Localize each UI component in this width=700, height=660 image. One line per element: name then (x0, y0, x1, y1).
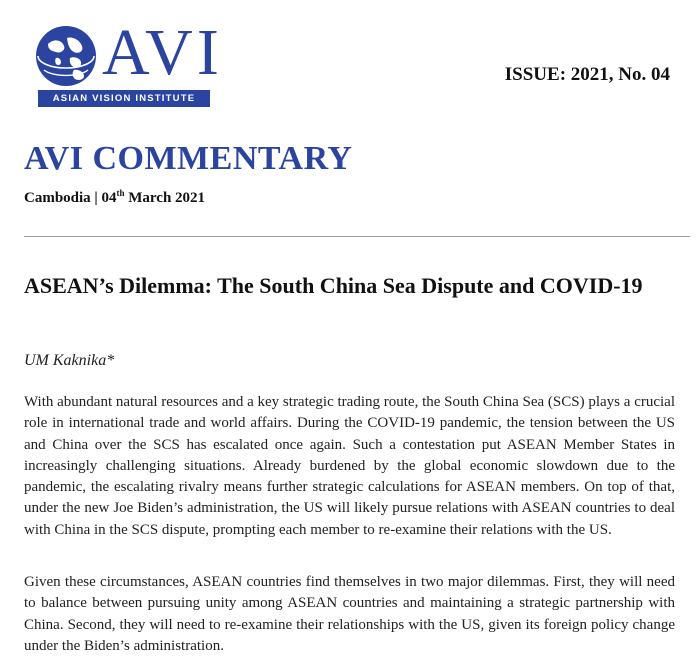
article-paragraph: With abundant natural resources and a key strategic trading route, the South China Sea (SCS) plays a crucial role in international trade and world affairs. During the COVID-19 pandemic, the tension between the US and China over the SCS has escalated once again. Such a contestation put ASEAN Member States in increasingly challenging situations. Already burdened by the global economic slowdown due to the pandemic, the escalating rivalry means further strategic calculations for ASEAN members. On top of that, under the new Joe Biden’s administration, the US will likely pursue relations with ASEAN countries to deal with China in the SCS dispute, prompting each member to re-examine their relations with the US. (24, 394, 675, 538)
dateline-ordinal: th (116, 188, 125, 198)
header-divider (24, 236, 690, 237)
globe-icon (34, 24, 98, 88)
dateline-month-year: March 2021 (124, 190, 206, 206)
logo-wordmark: AVI (102, 16, 223, 89)
avi-logo (34, 16, 224, 108)
dateline (24, 188, 205, 207)
article-paragraph: Given these circumstances, ASEAN countries find themselves in two major dilemmas. First, they will need to balance between pursuing unity among ASEAN countries and maintaining a strategic partnership with China. Second, they will need to re-examine their relationships with the US, given its foreign policy change under the Biden’s administration. (24, 574, 675, 654)
page-header (0, 0, 700, 120)
logo-subtitle: ASIAN VISION INSTITUTE (38, 90, 210, 107)
commentary-title: AVI COMMENTARY (24, 140, 353, 177)
dateline-location-day: Cambodia | 04 (24, 190, 117, 206)
article-author: UM Kaknika* (24, 352, 115, 369)
article-title: ASEAN’s Dilemma: The South China Sea Dispute and COVID-19 (24, 273, 643, 298)
issue-number: ISSUE: 2021, No. 04 (504, 64, 670, 85)
